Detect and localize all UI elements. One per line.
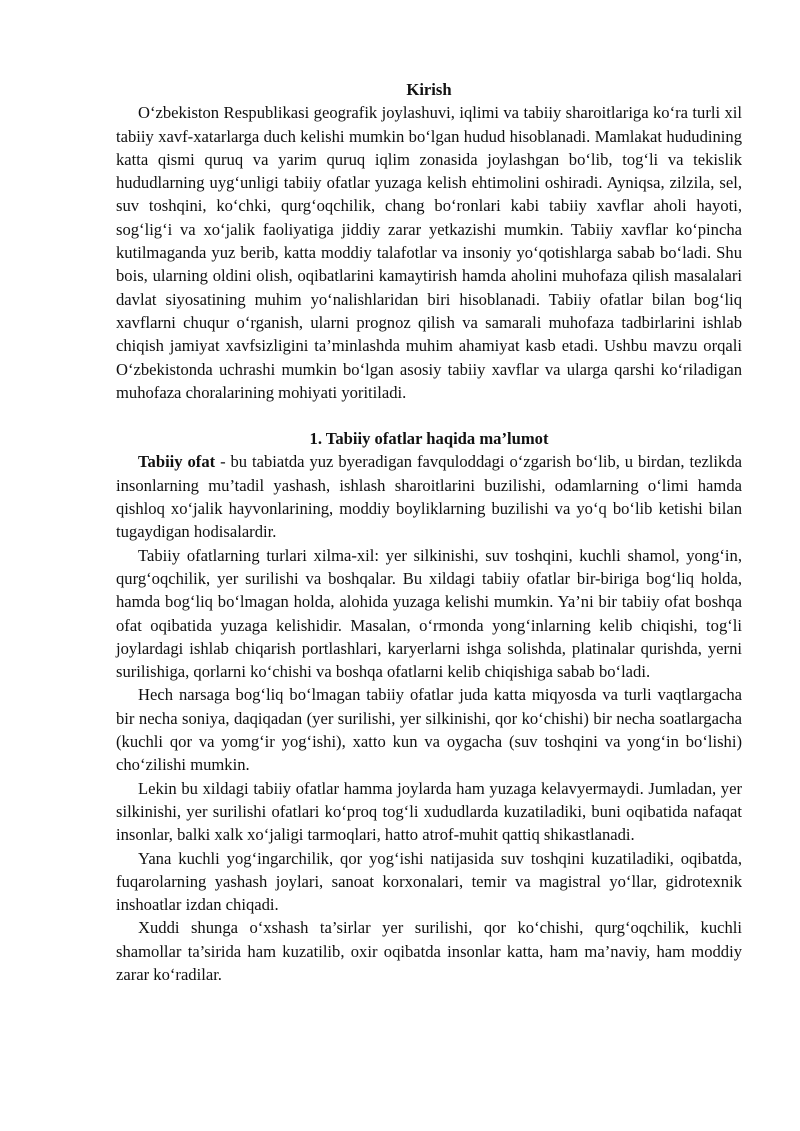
body-paragraph-duration: Hech narsaga bog‘liq bo‘lmagan tabiiy ofatlar juda katta miqyosda va turli vaqtlargacha bir necha soniya, daqiqadan (yer surilishi, yer silkinishi, qor ko‘chishi) bir necha soatlargacha (kuchli qor va yomg‘ir yog‘ishi), xatto kun va oygacha (suv toshqini va yong‘in bo‘lishi) cho‘zilishi mumkin. <box>116 685 742 775</box>
intro-paragraph: O‘zbekiston Respublikasi geografik joylashuvi, iqlimi va tabiiy sharoitlariga ko‘ra turli xil tabiiy xavf-xatarlarga duch kelishi mumkin bo‘lgan hudud hisoblanadi. Mamlakat hududining katta qismi quruq va yarim quruq iqlim zonasida joylashgan bo‘lib, tog‘li va tekislik hududlarning uyg‘unligi tabiiy ofatlar yuzaga kelish ehtimolini oshiradi. Ayniqsa, zilzila, sel, suv toshqini, ko‘chki, qurg‘oqchilik, chang bo‘ronlari kabi tabiiy xavflar aholi hayoti, sog‘lig‘i va xo‘jalik faoliyatiga jiddiy zarar yetkazishi mumkin. Tabiiy xavflar ko‘pincha kutilmaganda yuz berib, katta moddiy talafotlar va insoniy yo‘qotishlarga sabab bo‘ladi. Shu bois, ularning oldini olish, oqibatlarini kamaytirish hamda aholini muhofaza qilish masalalari davlat siyosatining muhim yo‘nalishlaridan biri hisoblanadi. Tabiiy ofatlar bilan bog‘liq xavflarni chuqur o‘rganish, ularni prognoz qilish va samarali muhofaza tadbirlarini ishlab chiqish jamiyat xavfsizligini ta’minlashda muhim ahamiyat kasb etadi. Ushbu mavzu orqali O‘zbekistonda uchrashi mumkin bo‘lgan asosiy tabiiy xavflar va ularga qarshi ko‘riladigan muhofaza choralarining mohiyati yoritiladi. <box>116 103 742 402</box>
definition-term: Tabiiy ofat <box>138 452 216 472</box>
definition-paragraph <box>116 450 742 543</box>
definition-text: - bu tabiatda yuz byeradigan favquloddagi o‘zgarish bo‘lib, u birdan, tezlikda insonlarning mu’tadil yashash, ishlash sharoitlarini buzilishi, odamlarning o‘limi hamda qishloq xo‘jalik hayvonlarining, moddiy boyliklarning buzilishi va yo‘q bo‘lib ketishi bilan tugaydigan hodisalardir. <box>116 452 742 542</box>
body-paragraph-floods: Yana kuchli yog‘ingarchilik, qor yog‘ishi natijasida suv toshqini kuzatiladiki, oqibatda, fuqarolarning yashash joylari, sanoat korxonalari, temir va magistral yo‘llar, gidrotexnik inshoatlar izdan chiqadi. <box>116 848 742 915</box>
body-paragraph-locations: Lekin bu xildagi tabiiy ofatlar hamma joylarda ham yuzaga kelavyermaydi. Jumladan, yer silkinishi, yer surilishi ofatlari ko‘proq tog‘li xududlarda kuzatiladiki, buni oqibatida nafaqat insonlar, balki xalk xo‘jaligi tarmoqlari, hatto atrof-muhit qattiq shikastlanadi. <box>116 778 742 845</box>
document-page <box>116 78 742 986</box>
section-1-heading: 1. Tabiiy ofatlar haqida ma’lumot <box>309 429 549 449</box>
body-paragraph-types: Tabiiy ofatlarning turlari xilma-xil: yer silkinishi, suv toshqini, kuchli shamol, yong‘in, qurg‘oqchilik, yer surilishi va boshqalar. Bu xildagi tabiiy ofatlar bir-biriga bog‘liq holda, hamda bog‘liq bo‘lmagan holda, alohida yuzaga kelishi mumkin. Ya’ni bir tabiiy ofat boshqa ofat oqibatida yuzaga kelishidir. Masalan, o‘rmonda yong‘inlarning kelib chiqishi, tog‘li joylardagi ishlab chiqarish portlashlari, karyerlarni ishga solishda, platinalar qurishda, yerni surilishiga, qorlarni ko‘chishi va boshqa ofatlarni kelib chiqishiga sabab bo‘ladi. <box>116 545 742 682</box>
intro-heading: Kirish <box>406 80 452 99</box>
body-paragraph-effects: Xuddi shunga o‘xshash ta’sirlar yer surilishi, qor ko‘chishi, qurg‘oqchilik, kuchli shamollar ta’sirida ham kuzatilib, oxir oqibatda insonlar katta, ham ma’naviy, ham moddiy zarar ko‘radilar. <box>116 918 742 984</box>
